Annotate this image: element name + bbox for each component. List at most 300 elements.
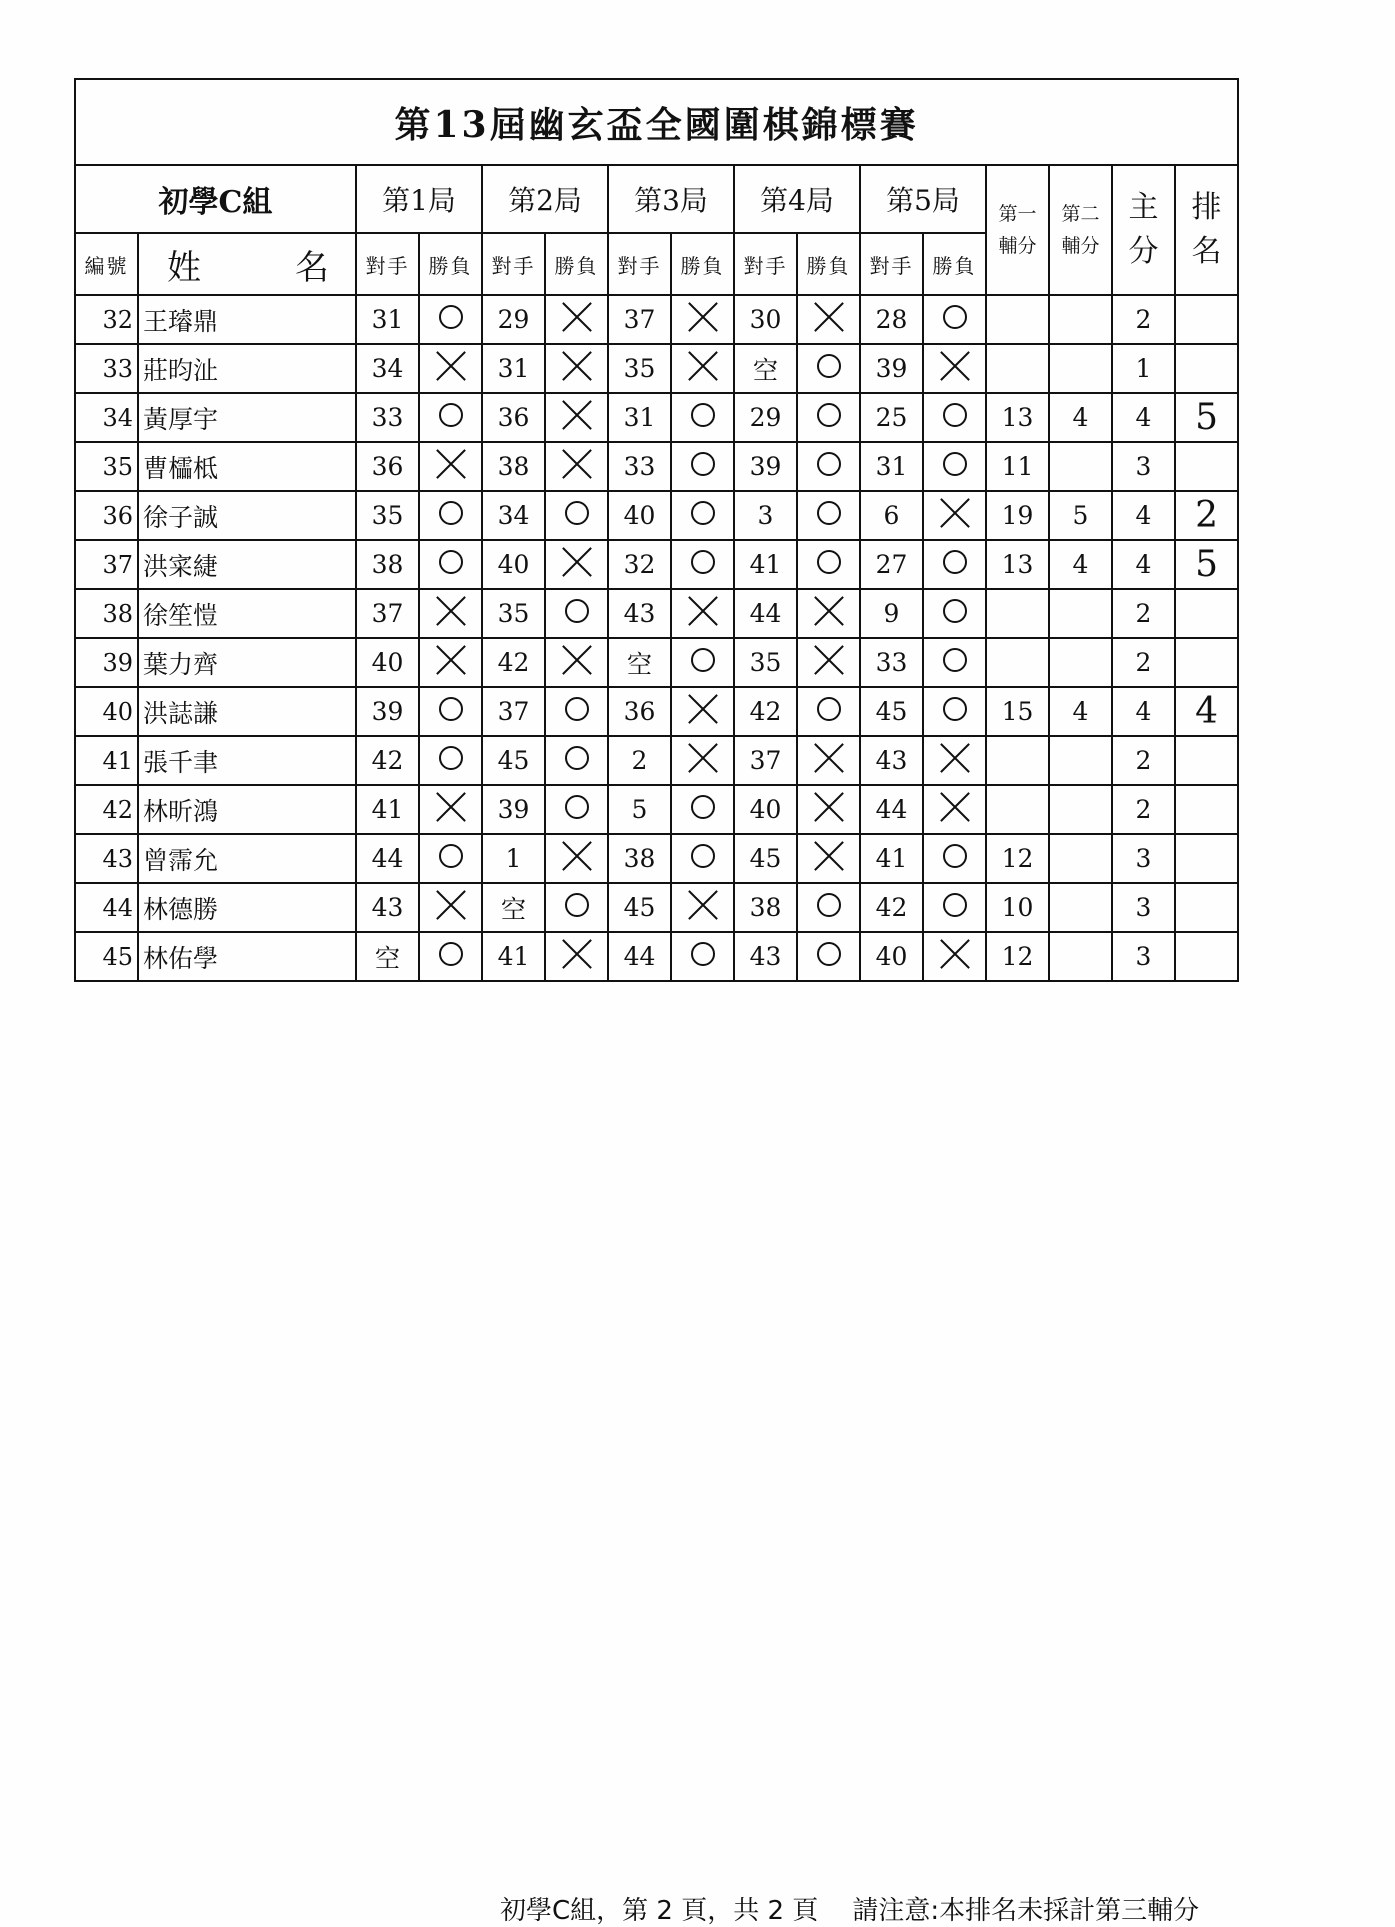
opponent-cell: 6 [860,491,923,540]
tiebreak-1-cell: 19 [986,491,1049,540]
opponent-cell: 40 [482,540,545,589]
opponent-cell: 36 [608,687,671,736]
opponent-cell: 37 [482,687,545,736]
result-cell [419,344,482,393]
loss-cross-icon [813,840,845,872]
loss-cross-icon [435,644,467,676]
rank-cell: 5 [1175,393,1238,442]
tiebreak-1-cell: 12 [986,834,1049,883]
loss-cross-icon [687,595,719,627]
win-circle-icon [691,452,715,476]
win-circle-icon [943,305,967,329]
result-header: 勝負 [923,233,986,295]
win-circle-icon [439,844,463,868]
results-table [74,78,1239,982]
result-cell [797,393,860,442]
player-name: 王璿鼎 [138,295,356,344]
opponent-cell: 1 [482,834,545,883]
table-row [75,393,1238,442]
win-circle-icon [691,403,715,427]
win-circle-icon [817,501,841,525]
tiebreak-2-cell [1049,883,1112,932]
table-row [75,932,1238,981]
result-cell [671,442,734,491]
opponent-cell: 38 [356,540,419,589]
rank-cell: 5 [1175,540,1238,589]
opponent-cell: 37 [608,295,671,344]
round-5-header: 第5局 [860,165,986,233]
result-cell [545,736,608,785]
result-cell [671,736,734,785]
result-cell [419,393,482,442]
opponent-cell: 32 [608,540,671,589]
opponent-cell: 35 [608,344,671,393]
tiebreak-1-cell: 15 [986,687,1049,736]
loss-cross-icon [939,938,971,970]
result-cell [923,295,986,344]
loss-cross-icon [687,693,719,725]
player-name: 莊昀沚 [138,344,356,393]
opponent-cell: 45 [734,834,797,883]
player-number: 42 [75,785,138,834]
table-row [75,736,1238,785]
opponent-cell: 45 [482,736,545,785]
result-cell [923,932,986,981]
rank-cell [1175,638,1238,687]
opponent-cell: 43 [860,736,923,785]
opponent-header: 對手 [356,233,419,295]
opponent-cell: 40 [356,638,419,687]
win-circle-icon [943,550,967,574]
player-name: 張千聿 [138,736,356,785]
result-cell [545,442,608,491]
opponent-cell: 31 [608,393,671,442]
result-cell [797,785,860,834]
win-circle-icon [439,746,463,770]
opponent-cell: 空 [608,638,671,687]
ranking-note: 請注意:本排名未採計第三輔分 [852,1896,1200,1926]
opponent-cell: 34 [482,491,545,540]
result-cell [923,344,986,393]
result-cell [419,295,482,344]
result-cell [797,295,860,344]
result-cell [923,540,986,589]
win-circle-icon [943,893,967,917]
opponent-cell: 44 [734,589,797,638]
win-circle-icon [565,893,589,917]
opponent-header: 對手 [608,233,671,295]
main-score-header: 主 分 [1112,165,1175,295]
tiebreak-2-cell [1049,932,1112,981]
result-cell [797,442,860,491]
main-score-cell: 4 [1112,687,1175,736]
opponent-cell: 44 [608,932,671,981]
tiebreak-1-cell: 13 [986,540,1049,589]
opponent-header: 對手 [860,233,923,295]
main-score-cell: 3 [1112,883,1175,932]
player-name: 林佑學 [138,932,356,981]
player-number: 43 [75,834,138,883]
player-name: 洪寀緁 [138,540,356,589]
loss-cross-icon [561,840,593,872]
table-row [75,344,1238,393]
opponent-cell: 43 [356,883,419,932]
player-name: 徐笙愷 [138,589,356,638]
result-cell [797,736,860,785]
opponent-cell: 42 [860,883,923,932]
table-row [75,540,1238,589]
tiebreak-2-cell: 4 [1049,687,1112,736]
number-header: 編號 [75,233,138,295]
win-circle-icon [817,942,841,966]
opponent-cell: 2 [608,736,671,785]
result-cell [797,540,860,589]
loss-cross-icon [939,742,971,774]
result-cell [923,638,986,687]
opponent-cell: 39 [860,344,923,393]
loss-cross-icon [939,350,971,382]
win-circle-icon [565,501,589,525]
loss-cross-icon [687,889,719,921]
win-circle-icon [691,844,715,868]
opponent-cell: 40 [734,785,797,834]
result-cell [419,540,482,589]
player-number: 34 [75,393,138,442]
result-cell [545,638,608,687]
player-name: 林德勝 [138,883,356,932]
result-cell [545,540,608,589]
win-circle-icon [439,550,463,574]
result-cell [671,393,734,442]
opponent-cell: 空 [482,883,545,932]
loss-cross-icon [561,644,593,676]
loss-cross-icon [813,595,845,627]
result-cell [797,344,860,393]
win-circle-icon [943,844,967,868]
opponent-cell: 29 [734,393,797,442]
opponent-cell: 39 [482,785,545,834]
tiebreak-1-header: 第一 輔分 [986,165,1049,295]
table-row [75,687,1238,736]
tiebreak-1-cell [986,344,1049,393]
rank-cell [1175,883,1238,932]
result-header: 勝負 [671,233,734,295]
player-name: 曹櫺柢 [138,442,356,491]
player-name: 洪誌謙 [138,687,356,736]
result-cell [923,687,986,736]
result-cell [671,295,734,344]
result-cell [671,883,734,932]
player-name: 林昕鴻 [138,785,356,834]
tiebreak-1-cell: 13 [986,393,1049,442]
result-cell [419,785,482,834]
result-cell [671,638,734,687]
player-number: 33 [75,344,138,393]
loss-cross-icon [687,742,719,774]
win-circle-icon [943,648,967,672]
loss-cross-icon [561,399,593,431]
player-number: 37 [75,540,138,589]
rank-header: 排 名 [1175,165,1238,295]
result-cell [923,442,986,491]
tiebreak-1-cell [986,589,1049,638]
player-number: 39 [75,638,138,687]
result-cell [545,785,608,834]
result-cell [419,491,482,540]
win-circle-icon [565,599,589,623]
win-circle-icon [565,697,589,721]
result-header: 勝負 [419,233,482,295]
win-circle-icon [439,403,463,427]
opponent-cell: 9 [860,589,923,638]
result-cell [797,638,860,687]
opponent-cell: 44 [356,834,419,883]
result-cell [797,834,860,883]
win-circle-icon [943,403,967,427]
tiebreak-1-cell [986,736,1049,785]
opponent-cell: 36 [356,442,419,491]
opponent-cell: 37 [356,589,419,638]
player-number: 45 [75,932,138,981]
main-score-cell: 2 [1112,736,1175,785]
table-row [75,589,1238,638]
player-number: 32 [75,295,138,344]
win-circle-icon [817,452,841,476]
rank-cell [1175,932,1238,981]
win-circle-icon [439,501,463,525]
loss-cross-icon [813,791,845,823]
win-circle-icon [817,354,841,378]
main-score-cell: 3 [1112,834,1175,883]
opponent-cell: 42 [356,736,419,785]
win-circle-icon [439,697,463,721]
tiebreak-2-cell [1049,736,1112,785]
result-cell [797,491,860,540]
win-circle-icon [691,942,715,966]
table-row [75,834,1238,883]
result-cell [797,589,860,638]
opponent-cell: 28 [860,295,923,344]
rank-cell [1175,736,1238,785]
result-cell [419,932,482,981]
table-row [75,883,1238,932]
result-cell [671,540,734,589]
win-circle-icon [691,648,715,672]
win-circle-icon [817,893,841,917]
opponent-cell: 41 [482,932,545,981]
tiebreak-2-cell [1049,442,1112,491]
opponent-cell: 38 [482,442,545,491]
tiebreak-2-header: 第二 輔分 [1049,165,1112,295]
page-footer [500,1890,1199,1927]
result-cell [545,687,608,736]
opponent-cell: 37 [734,736,797,785]
rank-cell: 4 [1175,687,1238,736]
loss-cross-icon [435,791,467,823]
rank-cell: 2 [1175,491,1238,540]
main-score-cell: 2 [1112,589,1175,638]
result-cell [671,932,734,981]
win-circle-icon [943,599,967,623]
result-cell [671,785,734,834]
rank-cell [1175,344,1238,393]
group-name: 初學C組 [75,165,356,233]
opponent-cell: 27 [860,540,923,589]
loss-cross-icon [561,938,593,970]
tiebreak-2-cell [1049,638,1112,687]
opponent-cell: 33 [860,638,923,687]
opponent-cell: 34 [356,344,419,393]
main-score-cell: 2 [1112,295,1175,344]
opponent-cell: 33 [608,442,671,491]
name-header: 姓 名 [138,233,356,295]
tiebreak-1-cell: 12 [986,932,1049,981]
result-cell [671,834,734,883]
opponent-cell: 40 [608,491,671,540]
result-header: 勝負 [797,233,860,295]
loss-cross-icon [813,644,845,676]
opponent-cell: 25 [860,393,923,442]
player-number: 41 [75,736,138,785]
main-score-cell: 3 [1112,442,1175,491]
result-cell [419,883,482,932]
opponent-cell: 38 [734,883,797,932]
result-cell [923,589,986,638]
opponent-cell: 40 [860,932,923,981]
loss-cross-icon [813,742,845,774]
loss-cross-icon [561,301,593,333]
player-name: 曾霈允 [138,834,356,883]
main-score-cell: 4 [1112,540,1175,589]
table-row [75,638,1238,687]
opponent-cell: 31 [356,295,419,344]
opponent-cell: 43 [734,932,797,981]
opponent-cell: 5 [608,785,671,834]
result-cell [923,736,986,785]
rank-cell [1175,834,1238,883]
opponent-header: 對手 [734,233,797,295]
opponent-cell: 29 [482,295,545,344]
loss-cross-icon [561,448,593,480]
main-score-cell: 3 [1112,932,1175,981]
result-cell [923,883,986,932]
result-cell [797,883,860,932]
page-title: 第13屆幽玄盃全國圍棋錦標賽 [75,79,1238,165]
player-name: 葉力齊 [138,638,356,687]
round-3-header: 第3局 [608,165,734,233]
loss-cross-icon [435,448,467,480]
win-circle-icon [691,501,715,525]
opponent-cell: 42 [734,687,797,736]
opponent-cell: 45 [860,687,923,736]
result-cell [419,736,482,785]
opponent-cell: 41 [356,785,419,834]
opponent-cell: 41 [860,834,923,883]
player-number: 44 [75,883,138,932]
win-circle-icon [565,746,589,770]
loss-cross-icon [561,546,593,578]
player-number: 40 [75,687,138,736]
result-cell [419,687,482,736]
result-cell [671,491,734,540]
opponent-cell: 30 [734,295,797,344]
win-circle-icon [943,452,967,476]
rank-cell [1175,442,1238,491]
opponent-cell: 35 [734,638,797,687]
opponent-cell: 空 [734,344,797,393]
opponent-cell: 35 [356,491,419,540]
rank-cell [1175,295,1238,344]
result-cell [419,638,482,687]
opponent-cell: 45 [608,883,671,932]
table-row [75,442,1238,491]
table-row [75,295,1238,344]
opponent-cell: 39 [356,687,419,736]
opponent-cell: 空 [356,932,419,981]
table-row [75,491,1238,540]
opponent-cell: 44 [860,785,923,834]
opponent-cell: 38 [608,834,671,883]
win-circle-icon [439,305,463,329]
player-number: 35 [75,442,138,491]
loss-cross-icon [561,350,593,382]
result-cell [923,834,986,883]
loss-cross-icon [687,350,719,382]
opponent-cell: 36 [482,393,545,442]
result-cell [545,883,608,932]
win-circle-icon [817,550,841,574]
tiebreak-1-cell [986,638,1049,687]
win-circle-icon [565,795,589,819]
tiebreak-2-cell [1049,785,1112,834]
opponent-cell: 31 [860,442,923,491]
loss-cross-icon [813,301,845,333]
result-cell [797,932,860,981]
result-cell [419,589,482,638]
win-circle-icon [817,697,841,721]
result-cell [545,295,608,344]
result-cell [545,932,608,981]
rank-cell [1175,785,1238,834]
result-cell [923,785,986,834]
loss-cross-icon [435,595,467,627]
round-4-header: 第4局 [734,165,860,233]
table-row [75,785,1238,834]
tiebreak-1-cell [986,295,1049,344]
result-cell [545,344,608,393]
round-2-header: 第2局 [482,165,608,233]
main-score-cell: 2 [1112,785,1175,834]
main-score-cell: 1 [1112,344,1175,393]
tiebreak-2-cell [1049,834,1112,883]
tiebreak-2-cell: 4 [1049,393,1112,442]
main-score-cell: 2 [1112,638,1175,687]
result-cell [545,491,608,540]
opponent-cell: 3 [734,491,797,540]
result-cell [419,442,482,491]
rank-cell [1175,589,1238,638]
opponent-cell: 33 [356,393,419,442]
player-number: 38 [75,589,138,638]
result-cell [545,393,608,442]
tiebreak-2-cell [1049,344,1112,393]
tiebreak-2-cell: 5 [1049,491,1112,540]
result-cell [671,589,734,638]
main-score-cell: 4 [1112,393,1175,442]
win-circle-icon [439,942,463,966]
result-cell [545,834,608,883]
opponent-cell: 35 [482,589,545,638]
